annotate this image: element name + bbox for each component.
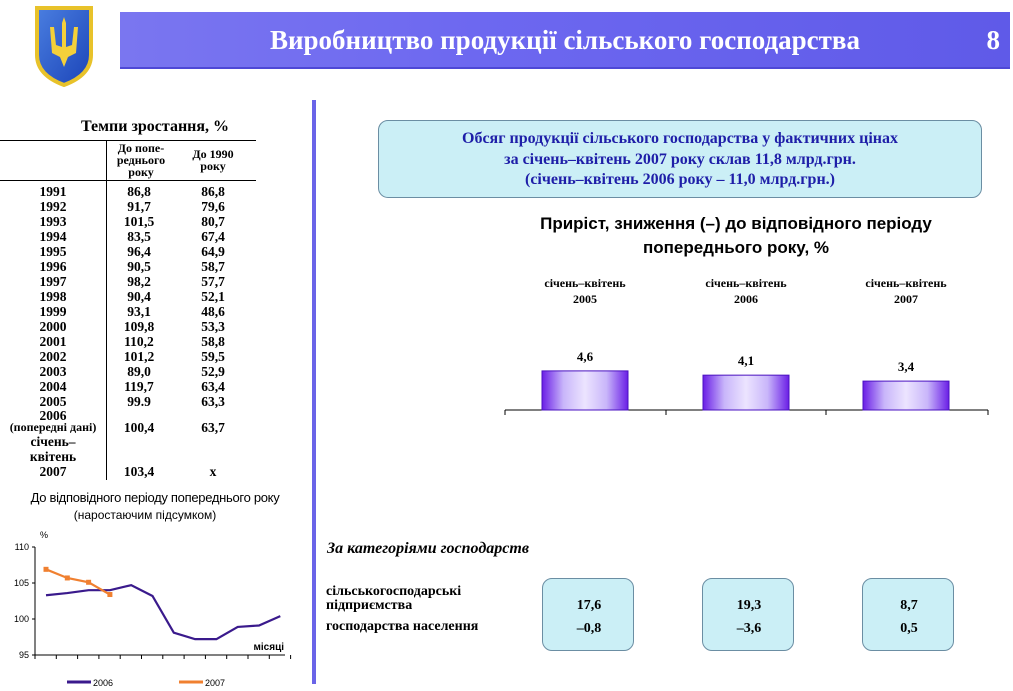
y-tick-label: 100 [13, 614, 29, 624]
table-row: 1999 93,1 48,6 [39, 304, 225, 319]
table-row: 1996 90,5 58,7 [39, 259, 225, 274]
series-point-2007 [44, 567, 49, 572]
households-value: –3,6 [736, 621, 762, 636]
series-line-2006 [46, 585, 280, 639]
x-axis-label: місяці [253, 642, 284, 653]
table-row: 2000 109,8 53,3 [39, 319, 225, 334]
category-label: січень–квітень [865, 276, 947, 290]
growth-table-title: Темпи зростання, % [80, 118, 230, 135]
bar-value-label: 3,4 [897, 359, 915, 375]
bar-value-label: 4,6 [576, 348, 594, 364]
y-tick-label: 105 [13, 578, 29, 588]
line-chart [0, 525, 300, 691]
y-axis-label: % [40, 530, 49, 540]
vertical-divider [312, 100, 316, 684]
y-tick-label: 95 [18, 650, 29, 660]
households-label: господарства населення [326, 619, 479, 634]
enterprises-label: сільськогосподарські [326, 584, 462, 599]
enterprises-value: 19,3 [736, 598, 762, 613]
table-row: 1992 91,7 79,6 [39, 199, 225, 214]
table-row: 2006 [39, 408, 67, 423]
table-row: 2002 101,2 59,5 [39, 349, 225, 364]
y-tick-label: 110 [14, 542, 29, 552]
bar [542, 371, 628, 410]
category-label: 2007 [894, 292, 918, 306]
col-header-1990: До 1990 року [192, 147, 234, 173]
legend-label-2007: 2007 [205, 678, 226, 688]
bar-chart-title: Приріст, зниження (–) до відповідного періоду попереднього року, % [540, 214, 932, 257]
table-row: 1991 86,8 86,8 [39, 184, 225, 199]
bar-value-label: 4,1 [737, 353, 755, 369]
line-chart-subtitle: (наростаючим підсумком) [73, 508, 217, 522]
header-bar [120, 12, 1010, 69]
info-line: за січень–квітень 2007 року склав 11,8 млрд.грн. [504, 150, 856, 168]
households-value: –0,8 [576, 621, 602, 636]
series-point-2007 [86, 580, 91, 585]
category-box [862, 578, 954, 651]
table-row: 1994 83,5 67,4 [39, 229, 225, 244]
table-row: 2001 110,2 58,8 [39, 334, 225, 349]
table-row-2006: (попередні дані) 100,4 63,7 [9, 420, 225, 435]
category-box [542, 578, 634, 651]
enterprises-value: 17,6 [576, 598, 602, 613]
col-header-prev: До попе- реднього року [116, 141, 166, 179]
category-box [702, 578, 794, 651]
category-label: 2006 [734, 292, 758, 306]
legend-label-2006: 2006 [93, 678, 114, 688]
table-row: 1993 101,5 80,7 [39, 214, 225, 229]
table-row: 2004 119,7 63,4 [39, 379, 225, 394]
bar-chart [500, 270, 1000, 420]
page-number: 8 [986, 25, 1000, 55]
enterprises-label: підприємства [326, 598, 413, 613]
table-row: 2005 99.9 63,3 [39, 394, 225, 409]
category-label: січень–квітень [544, 276, 626, 290]
categories-title: За категоріями господарств [327, 540, 529, 557]
category-label: 2005 [573, 292, 597, 306]
line-chart-title: До відповідного періоду попереднього року [30, 490, 280, 505]
enterprises-value: 8,7 [900, 598, 918, 613]
info-line: (січень–квітень 2006 року – 11,0 млрд.грн.) [525, 171, 835, 188]
category-label: січень–квітень [705, 276, 787, 290]
series-point-2007 [107, 592, 112, 597]
table-row-label: січень– [30, 434, 76, 449]
table-row-label: квітень [29, 449, 77, 464]
table-header-rule [0, 180, 256, 181]
info-box [378, 120, 982, 198]
table-row: 2003 89,0 52,9 [39, 364, 225, 379]
table-row: 1998 90,4 52,1 [39, 289, 225, 304]
bar [703, 375, 789, 410]
coat-of-arms-icon [34, 5, 94, 87]
households-value: 0,5 [900, 621, 918, 636]
table-row: 1995 96,4 64,9 [39, 244, 225, 259]
table-row-2007: 2007 103,4 x [39, 464, 217, 479]
page-title: Виробництво продукції сільського господарства [269, 25, 861, 55]
info-line: Обсяг продукції сільського господарства у фактичних цінах [462, 130, 898, 147]
table-row: 1997 98,2 57,7 [39, 274, 225, 289]
series-point-2007 [65, 575, 70, 580]
bar [863, 381, 949, 410]
